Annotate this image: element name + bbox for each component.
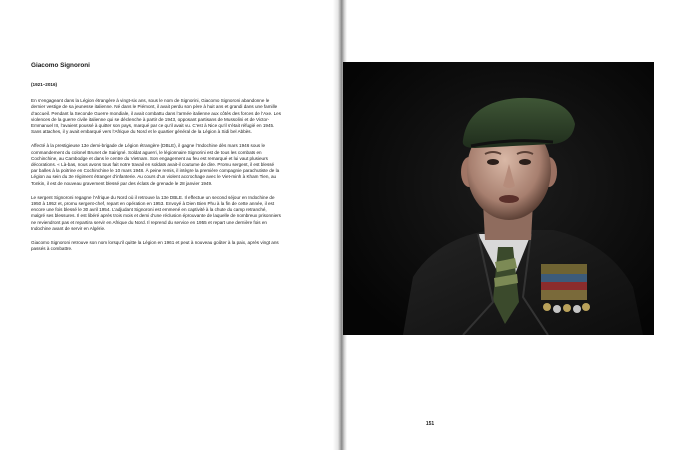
biography-title: Giacomo Signoroni	[31, 62, 90, 69]
biography-text	[31, 62, 281, 260]
biography-paragraph: Giacomo Signoroni retrouve son nom lorsqu’il quitte la Légion en 1961 et peut à nouveau goûter à la paix, après vingt ans passés à combattre.	[31, 240, 279, 252]
medals-group	[541, 264, 590, 313]
biography-paragraph: Le sergent Signoroni regagne l’Afrique du Nord où il retrouve la 13e DBLE. Il effectue un second séjour en Indochine de 1950 à 1952 et, promu sergent-chef, repart en opération en 1953. Envoyé à Dien Bien Phu à la fin de cette année, il est encore une fois blessé le 30 avril 1954. L’adjudant Signoroni est emmené en captivité à la chute du camp retranché, malgré ses blessures. Il est libéré après trois mois et demi d’une réclusion éprouvante de laquelle de nombreux prisonniers ne reviendront pas et repartira servir en Afrique du Nord. Il reprend du service en 1955 et repart une dernière fois en Indochine avant de servir en Algérie.	[31, 194, 281, 231]
biography-dates: (1921–2016)	[31, 82, 58, 87]
veteran-portrait-illustration	[343, 62, 654, 335]
biography-paragraph: Affecté à la prestigieuse 13e demi-brigade de Légion étrangère (DBLE), il gagne l’Indochine dès mars 1946 sous le commandement du colonel Brunet de Sairigné. Soldat aguerri, le légionnaire Signorini est de tous les combats en Cochinchine, au Cambodge et dans le centre du Vietnam. Son engagement au feu est remarqué et lui vaut plusieurs décorations. « Là-bas, nous avons tous fait notre travail en soldats avait-il coutume de dire. Promu sergent, il est blessé par balles à la poitrine en Cochinchine le 10 mars 1948. À peine remis, il intègre la première compagnie parachutiste de la Légion au sein du 3e régiment étranger d’infanterie. Au cours d’un violent accrochage avec le Viet-minh à Kham Tien, au Tonkin, il est de nouveau gravement blessé par des éclats de grenade le 28 janvier 1949.	[31, 143, 280, 186]
page-number: 151	[425, 421, 435, 427]
portrait-photo	[343, 62, 654, 335]
biography-paragraph: En s’engageant dans la Légion étrangère à vingt-six ans, sous le nom de Signorini, Giacomo Signoroni abandonne le dernier vestige de sa jeunesse italienne. Né dans le Piémont, il avait perdu son père à huit ans et grandi dans une famille d’accueil. Pendant la Seconde Guerre mondiale, il avait combattu dans l’armée italienne aux côtés des forces de l’Axe. Les violences de la guerre civile italienne qui se déclenche à partir de 1943, opposant partisans de Mussolini et de Victor-Emmanuel III, l’avaient poussé à quitter son pays, marqué par ce qu’il avait vu. C’est à Nice qu’il s’était réfugié en 1945. Sans attaches, il y avait embarqué vers l’Afrique du Nord et le quartier général de la Légion à Sidi bel Abbès.	[31, 98, 281, 135]
left-page	[0, 0, 340, 450]
